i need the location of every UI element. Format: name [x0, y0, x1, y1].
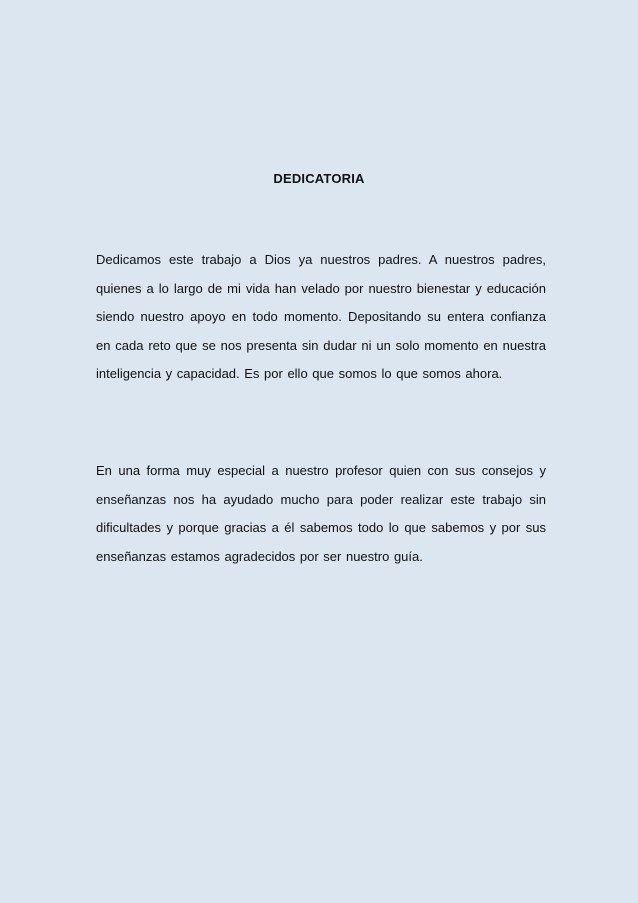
dedication-paragraph-2: En una forma muy especial a nuestro profesor quien con sus consejos y enseñanzas nos ha ayudado mucho para poder realizar este trabajo sin dificultades y porque gracias a él sabemos todo lo que sabemos y por sus enseñanzas estamos agradecidos por ser nuestro guía. — [96, 463, 546, 564]
page-title: DEDICATORIA — [273, 171, 365, 186]
dedication-paragraph-1: Dedicamos este trabajo a Dios ya nuestros padres. A nuestros padres, quienes a lo largo de mi vida han velado por nuestro bienestar y educación siendo nuestro apoyo en todo momento. Depositando su entera confianza en cada reto que se nos presenta sin dudar ni un solo momento en nuestra inteligencia y capacidad. Es por ello que somos lo que somos ahora. — [96, 252, 546, 382]
